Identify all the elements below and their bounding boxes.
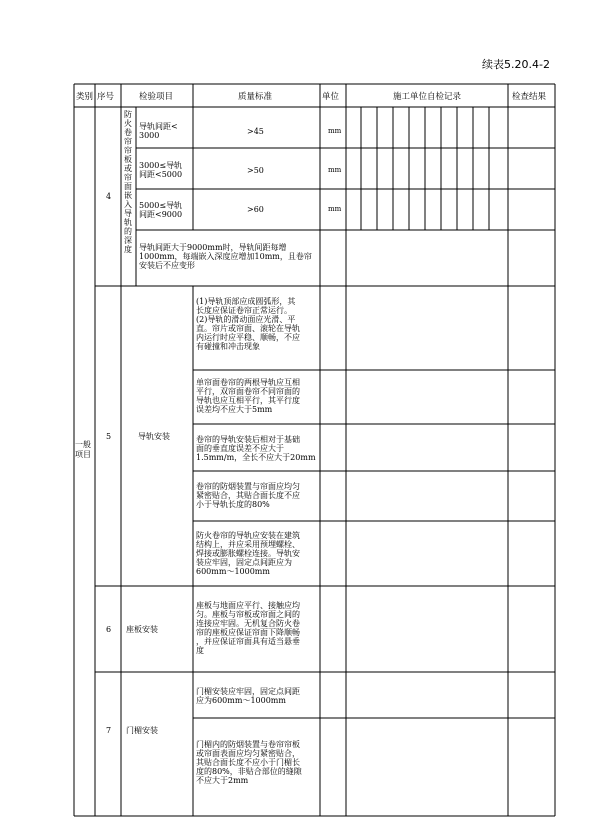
header-result: 检查结果 xyxy=(512,92,547,102)
item6-std-line2: 匀。座板与帘板或帘面之间的 xyxy=(196,610,300,619)
item5-std5-line3: 焊接或膨胀螺栓连接。导轨安 xyxy=(196,549,300,558)
item5-std4-line2: 紧密贴合，其贴合面长度不应 xyxy=(196,491,300,500)
item4-note-line2: 1000mm，每端嵌入深度应增加10mm，且卷帘 xyxy=(139,252,312,261)
item4-note-line3: 安装后不应变形 xyxy=(139,261,195,270)
item6-std-line5: ，并应保证帘面具有适当悬垂 xyxy=(196,637,300,646)
item7-name: 门楣安装 xyxy=(126,726,158,735)
item5-std4-line3: 小于导轨长度的80% xyxy=(196,500,270,509)
item5-seq: 5 xyxy=(106,432,112,441)
item4-row3-sub2: 间距<9000 xyxy=(139,210,183,219)
item7-std2-line2: 或帘面表面应均匀紧密贴合， xyxy=(196,749,300,758)
item4-seq: 4 xyxy=(106,192,112,201)
header-category: 类别 xyxy=(76,92,94,102)
item4-row2-standard: >50 xyxy=(247,166,264,175)
item5-std5-line2: 结构上，并应采用预埋螺栓、 xyxy=(196,540,300,549)
item5-std2-line4: 误差均不应大于5mm xyxy=(196,405,273,414)
item5-std1-line3: (2)导轨的滑动面应光滑、平 xyxy=(196,315,296,324)
category-label: 一般 xyxy=(75,440,91,449)
item5-std5-line4: 装应牢固，固定点间距应为 xyxy=(196,558,292,567)
item6-std-line6: 度 xyxy=(196,646,204,655)
item4-row3-sub1: 5000≤导轨 xyxy=(139,201,183,210)
item4-row3-standard: >60 xyxy=(247,205,264,214)
item5-std4-line1: 卷帘的防烟装置与帘面应均匀 xyxy=(196,482,300,491)
item5-std1-line2: 长度应保证卷帘正常运行。 xyxy=(196,306,292,315)
item4-note-line1: 导轨间距大于9000mm时，导轨间距每增 xyxy=(139,243,287,252)
item4-vertical-label: 防火卷帘帘板或帘面嵌入导轨的深度 xyxy=(124,110,132,254)
item5-std2-line3: 导轨也应互相平行，其平行度 xyxy=(196,396,300,405)
header-item: 检验项目 xyxy=(139,92,174,102)
item7-seq: 7 xyxy=(106,726,112,735)
item5-std3-line2: 面的垂直度误差不应大于 xyxy=(196,444,284,453)
item5-std1-line6: 有碰撞和冲击现象 xyxy=(196,342,260,351)
header-unit: 单位 xyxy=(322,92,340,102)
item6-std-line1: 座板与地面应平行、接触应均 xyxy=(196,601,300,610)
item7-std2-line4: 度的80%，非贴合部位的缝隙 xyxy=(196,767,302,776)
item7-std2-line5: 不应大于2mm xyxy=(196,776,249,785)
table-caption: 续表5.20.4-2 xyxy=(482,58,550,71)
item7-std1-line2: 应为600mm～1000mm xyxy=(196,696,286,705)
item4-row1-standard: >45 xyxy=(247,127,264,136)
item6-std-line4: 帘的座板应保证帘面下降顺畅 xyxy=(196,628,300,637)
item4-row1-sub1: 导轨间距< xyxy=(139,122,178,131)
item4-row1-sub2: 3000 xyxy=(139,131,160,140)
item5-std2-line2: 平行，双帘面卷帘不同帘面的 xyxy=(196,387,300,396)
item5-std2-line1: 单帘面卷帘的两根导轨应互相 xyxy=(196,378,300,387)
item5-std1-line4: 直。帘片或帘面、滚轮在导轨 xyxy=(196,324,300,333)
item4-row1-unit: mm xyxy=(328,127,342,135)
item5-std1-line5: 内运行时应平稳、顺畅，不应 xyxy=(196,333,300,342)
header-self-check: 施工单位自检记录 xyxy=(393,92,462,102)
item5-name: 导轨安装 xyxy=(138,432,170,441)
item4-row2-unit: mm xyxy=(328,166,342,174)
item4-row2-sub2: 间距<5000 xyxy=(139,170,183,179)
category-label-2: 项目 xyxy=(75,450,91,459)
header-seq: 序号 xyxy=(97,92,115,102)
item4-row2-sub1: 3000≤导轨 xyxy=(139,161,183,170)
item7-std2-line3: 其贴合面长度不应小于门楣长 xyxy=(196,758,300,767)
header-standard: 质量标准 xyxy=(238,92,273,102)
item6-std-line3: 连接应牢固。无机复合防火卷 xyxy=(196,619,300,628)
item5-std1-line1: (1)导轨顶部应成圆弧形，其 xyxy=(196,297,296,306)
item7-std1-line1: 门楣安装应牢固，固定点间距 xyxy=(196,687,300,696)
item5-std3-line3: 1.5mm/m，全长不应大于20mm xyxy=(196,453,316,462)
item7-std2-line1: 门楣内的防烟装置与卷帘帘板 xyxy=(196,740,300,749)
item5-std5-line5: 600mm～1000mm xyxy=(196,567,270,576)
item6-name: 座板安装 xyxy=(126,625,158,634)
item4-row3-unit: mm xyxy=(328,205,342,213)
item5-std5-line1: 防火卷帘的导轨应安装在建筑 xyxy=(196,531,300,540)
item5-std3-line1: 卷帘的导轨安装后相对于基础 xyxy=(196,435,300,444)
item6-seq: 6 xyxy=(106,625,112,634)
